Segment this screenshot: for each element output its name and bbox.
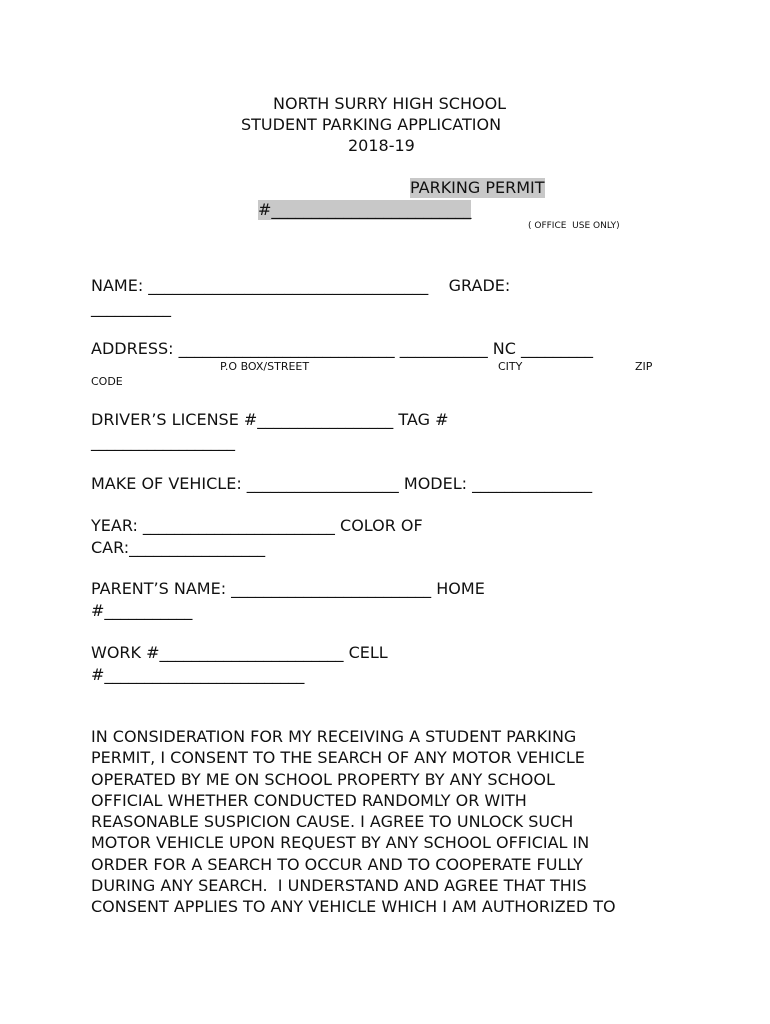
address-city-caption: CITY [498,360,523,373]
form-title: STUDENT PARKING APPLICATION [241,115,502,134]
drivers-license-field[interactable]: DRIVER’S LICENSE #_________________ TAG # [91,410,449,429]
address-zip-caption: ZIP [635,360,653,373]
consent-line: REASONABLE SUSPICION CAUSE. I AGREE TO UNLOCK SUCH [91,812,574,832]
consent-line: CONSENT APPLIES TO ANY VEHICLE WHICH I AM AUTHORIZED TO [91,897,616,917]
office-use-note: ( OFFICE USE ONLY) [528,221,620,231]
tag-field[interactable]: __________________ [91,432,235,451]
vehicle-make-model-field[interactable]: MAKE OF VEHICLE: ___________________ MODEL: _______________ [91,474,593,493]
school-year: 2018-19 [348,136,415,155]
grade-field[interactable]: __________ [91,298,171,317]
home-phone-field[interactable]: #___________ [91,601,193,620]
consent-paragraph [91,726,691,918]
work-phone-field[interactable]: WORK #_______________________ CELL [91,643,388,662]
parking-permit-label: PARKING PERMIT [410,178,545,197]
address-street-caption: P.O BOX/STREET [220,360,310,373]
consent-line: IN CONSIDERATION FOR MY RECEIVING A STUDENT PARKING [91,727,577,746]
address-code-caption: CODE [91,375,123,388]
cell-phone-field[interactable]: #_________________________ [91,665,305,684]
consent-line: MOTOR VEHICLE UPON REQUEST BY ANY SCHOOL OFFICIAL IN [91,833,590,853]
consent-line: DURING ANY SEARCH. I UNDERSTAND AND AGREE THAT THIS [91,876,587,896]
parent-name-field[interactable]: PARENT’S NAME: _________________________ HOME [91,579,485,598]
school-name: NORTH SURRY HIGH SCHOOL [273,94,507,113]
name-field[interactable]: NAME: ___________________________________ GRADE: [91,276,511,295]
consent-line: PERMIT, I CONSENT TO THE SEARCH OF ANY MOTOR VEHICLE [91,748,585,768]
consent-line: OPERATED BY ME ON SCHOOL PROPERTY BY ANY SCHOOL [91,769,555,789]
consent-line: OFFICIAL WHETHER CONDUCTED RANDOMLY OR WITH [91,790,527,810]
car-color-field[interactable]: CAR:_________________ [91,538,266,557]
year-color-field[interactable]: YEAR: ________________________ COLOR OF [91,516,423,535]
address-field[interactable]: ADDRESS: ___________________________ ___________ NC _________ [91,339,593,358]
consent-line: ORDER FOR A SEARCH TO OCCUR AND TO COOPERATE FULLY [91,854,583,874]
permit-number-field[interactable]: #_________________________ [258,200,472,219]
